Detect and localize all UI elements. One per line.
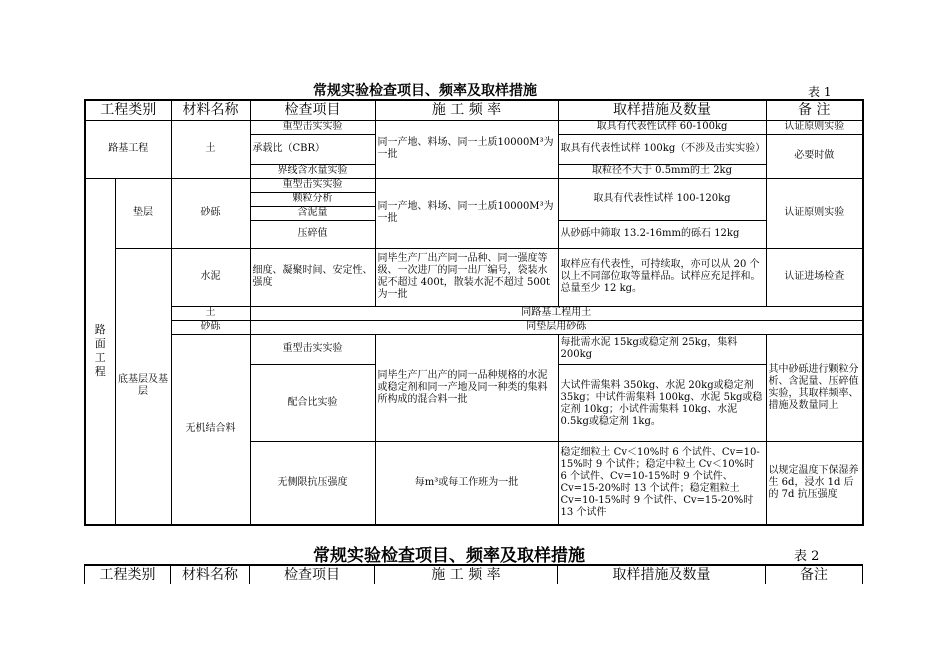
- header-material: 材料名称: [171, 100, 250, 120]
- t2-header-category: 工程类别: [85, 565, 171, 584]
- subgrade-note: 必要时做: [766, 134, 863, 178]
- inorganic-sampling: 每批需水泥 15kg或稳定剂 25kg，集料 200kg: [558, 334, 766, 364]
- t2-header-material: 材料名称: [171, 565, 250, 584]
- cushion-frequency: 同一产地、料场、同一土质10000M³为一批: [375, 178, 558, 248]
- inorganic-frequency: 同毕生产厂出产的同一品种规格的水泥或稳定剂和同一产地及同一种类的集料所构成的混合料一批: [375, 334, 558, 441]
- subgrade-item: 承载比（CBR）: [250, 134, 375, 164]
- inorganic-note: 其中砂砾进行颗粒分析、含泥量、压碎值实验，其取样频率、措施及数量同上: [766, 334, 863, 441]
- cushion-item: 颗粒分析: [250, 192, 375, 206]
- inorganic-item: 配合比实验: [250, 364, 375, 441]
- base-layer: 底基层及基层: [115, 248, 171, 525]
- cushion-item: 含泥量: [250, 206, 375, 220]
- subgrade-category: 路基工程: [85, 120, 171, 178]
- cement-frequency: 同毕生产厂出产同一品种、同一强度等级、一次进厂的同一出厂编号，袋装水泥不超过 400t，散装水泥不超过 500t 为一批: [375, 248, 558, 306]
- cushion-material: 砂砾: [171, 178, 250, 248]
- subgrade-sampling: 取具有代表性试样 100kg（不涉及击实实验）: [558, 134, 766, 164]
- subgrade-material: 土: [171, 120, 250, 178]
- cushion-sampling: 取具有代表性试样 100-120kg: [558, 178, 766, 220]
- t2-header-note: 备注: [766, 565, 863, 584]
- cement-material: 水泥: [171, 248, 250, 306]
- inorganic-frequency: 每m³或每工作班为一批: [375, 441, 558, 525]
- base-soil-material: 土: [171, 306, 250, 320]
- subgrade-sampling: 取粒径不大于 0.5mm的土 2kg: [558, 164, 766, 178]
- header-frequency: 施 工 频 率: [375, 100, 558, 120]
- t2-header-item: 检查项目: [250, 565, 375, 584]
- header-item: 检查项目: [250, 100, 375, 120]
- base-soil-note: 同路基工程用土: [250, 306, 863, 320]
- subgrade-item: 重型击实实验: [250, 120, 375, 134]
- table1-header-row: [85, 100, 863, 120]
- cement-sampling: 取样应有代表性，可持续取，亦可以从 20 个以上不同部位取等量样品。试样应充足拌和。总量至少 12 kg。: [558, 248, 766, 306]
- inorganic-sampling: 大试件需集料 350kg、水泥 20kg或稳定剂 35kg；中试件需集料 100kg、水泥 5kg或稳定剂 10kg；小试件需集料 10kg、水泥 0.5kg或稳定剂 1kg。: [558, 367, 766, 441]
- t2-header-frequency: 施 工 频 率: [375, 565, 558, 584]
- base-gravel-material: 砂砾: [171, 320, 250, 334]
- cement-note: 认证进场检查: [766, 248, 863, 306]
- table2: [84, 564, 863, 584]
- cushion-layer: 垫层: [115, 178, 171, 248]
- header-category: 工程类别: [85, 100, 171, 120]
- subgrade-note: 认证原则实验: [766, 120, 863, 134]
- inorganic-material: 无机结合料: [171, 334, 250, 525]
- header-note: 备 注: [766, 100, 863, 120]
- cushion-item: 重型击实实验: [250, 178, 375, 192]
- table2-number: 表 2: [794, 549, 820, 564]
- cushion-item: 压碎值: [250, 220, 375, 248]
- table2-title: 常规实验检查项目、频率及取样措施: [313, 546, 585, 566]
- table1: [84, 99, 864, 526]
- subgrade-sampling: 取具有代表性试样 60-100kg: [558, 120, 766, 134]
- cushion-sampling: 从砂砾中筛取 13.2-16mm的砾石 12kg: [558, 220, 766, 248]
- subgrade-frequency: 同一产地、料场、同一土质10000M³为一批: [375, 120, 558, 178]
- inorganic-item: 无侧限抗压强度: [250, 441, 375, 525]
- cement-items: 细度、凝聚时间、安定性、强度: [250, 248, 375, 306]
- subgrade-item: 界线含水量实验: [250, 164, 375, 178]
- base-gravel-note: 同垫层用砂砾: [250, 320, 863, 334]
- header-sampling: 取样措施及数量: [558, 100, 766, 120]
- pavement-category-label: 路面工程: [94, 323, 106, 379]
- table1-title: 常规实验检查项目、频率及取样措施: [313, 83, 537, 99]
- t2-header-sampling: 取样措施及数量: [558, 565, 766, 584]
- pavement-category: [85, 178, 115, 525]
- table2-header-row: [85, 565, 863, 584]
- cushion-note: 认证原则实验: [766, 178, 863, 248]
- inorganic-note: 以规定温度下保湿养生 6d，浸水 1d 后的 7d 抗压强度: [766, 441, 863, 525]
- inorganic-sampling: 稳定细粒土 Cv＜10%时 6 个试件、Cv=10-15%时 9 个试件；稳定中粒土 Cv＜10%时 6 个试件、Cv=10-15%时 9 个试件、Cv=15-20%时 13 个试件；稳定粗粒土 Cv=10-15%时 9 个试件、Cv=15-20%时 13 个试件: [558, 441, 766, 525]
- inorganic-item: 重型击实实验: [250, 334, 375, 364]
- table1-number: 表 1: [808, 85, 832, 99]
